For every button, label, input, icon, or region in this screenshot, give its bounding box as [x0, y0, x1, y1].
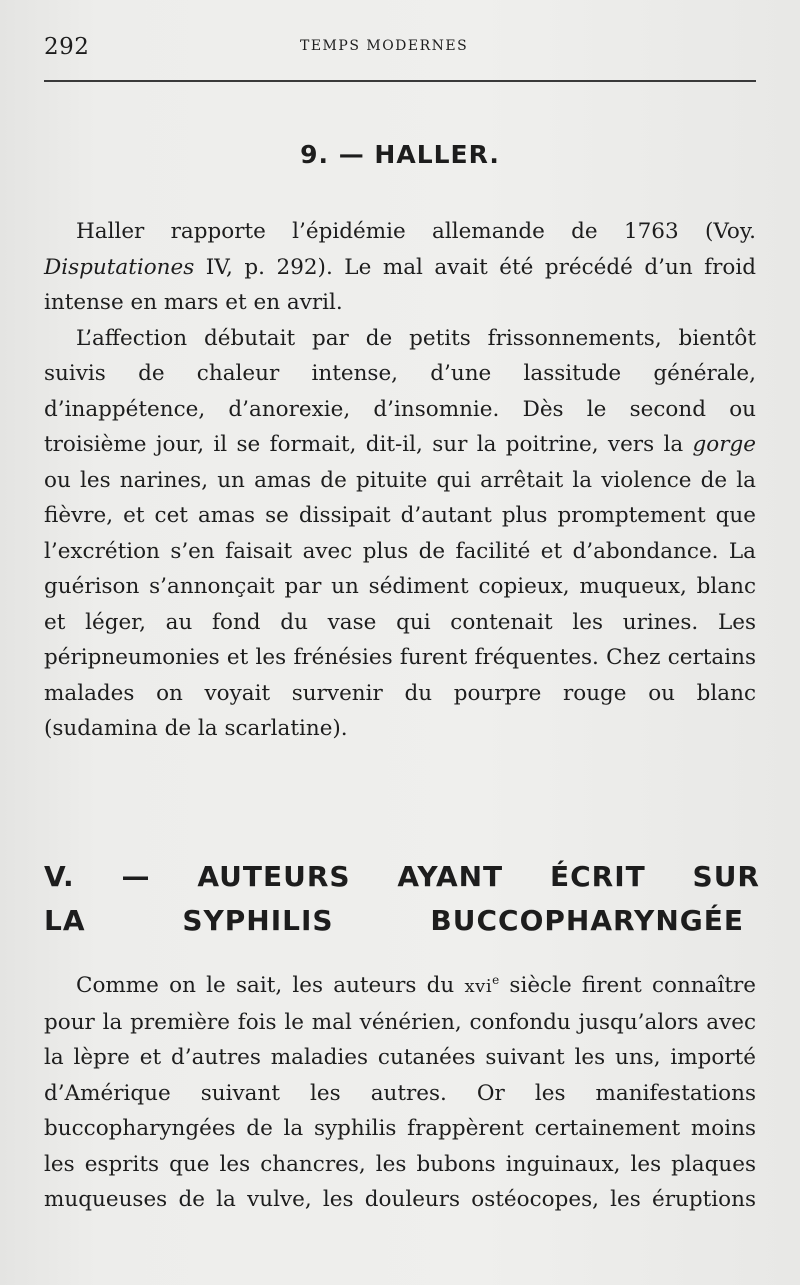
- century-numeral: xvi: [464, 976, 493, 997]
- paragraph-text: IV, p. 292). Le mal avait été précédé d’un froid intense en mars et en avril.: [44, 254, 756, 315]
- century-superscript: e: [492, 972, 500, 987]
- page-number: 292: [44, 34, 90, 60]
- paragraph-text: ou les narines, un amas de pituite qui arrêtait la violence de la fièvre, et cet amas se dissipait d’autant plus promptement que l’excrétion s’en faisait avec plus de facilité et d’abondance. La guérison s’annonçait par un sédiment copieux, muqueux, blanc et léger, au fond du vase qui contenait les urines. Les péripneumonies et les frénésies furent fréquentes. Chez certains malades on voyait survenir du pourpre rouge ou blanc (sudamina de la scarlatine).: [44, 467, 756, 741]
- running-title: TEMPS MODERNES: [300, 38, 469, 54]
- chapter-title: [44, 855, 760, 943]
- section-title: 9. — HALLER.: [300, 140, 500, 169]
- haller-text: [44, 214, 756, 747]
- chapter-title-line-2: LA SYPHILIS BUCCOPHARYNGÉE: [44, 904, 744, 937]
- chapter-title-line-1: V. — AUTEURS AYANT ÉCRIT SUR: [44, 860, 760, 893]
- syphilis-text: [44, 968, 756, 1218]
- paragraph: [44, 214, 756, 321]
- paragraph-text: Comme on le sait, les auteurs du: [76, 973, 465, 998]
- italic-title: Disputationes: [44, 254, 195, 280]
- paragraph: [44, 321, 756, 747]
- paragraph: [44, 968, 756, 1218]
- italic-word: gorge: [692, 432, 756, 457]
- header-rule: [44, 80, 756, 82]
- paragraph-text: L’affection débutait par de petits frissonnements, bientôt suivis de chaleur intense, d’une lassitude générale, d’inappétence, d’anorexie, d’insomnie. Dès le second ou troisième jour, il se formait, dit-il, sur la poitrine, vers la: [44, 325, 756, 457]
- paragraph-text: Haller rapporte l’épidémie allemande de 1763 (Voy.: [76, 219, 756, 244]
- paragraph-text: siècle firent connaître pour la première fois le mal vénérien, confondu jusqu’alors avec la lèpre et d’autres maladies cutanées suivant les uns, importé d’Amérique suivant les autres. Or les manifestations buccopharyngées de la syphilis frappèrent certainement moins les esprits que les chancres, les bubons inguinaux, les plaques muqueuses de la vulve, les douleurs ostéocopes, les éruptions: [44, 973, 756, 1212]
